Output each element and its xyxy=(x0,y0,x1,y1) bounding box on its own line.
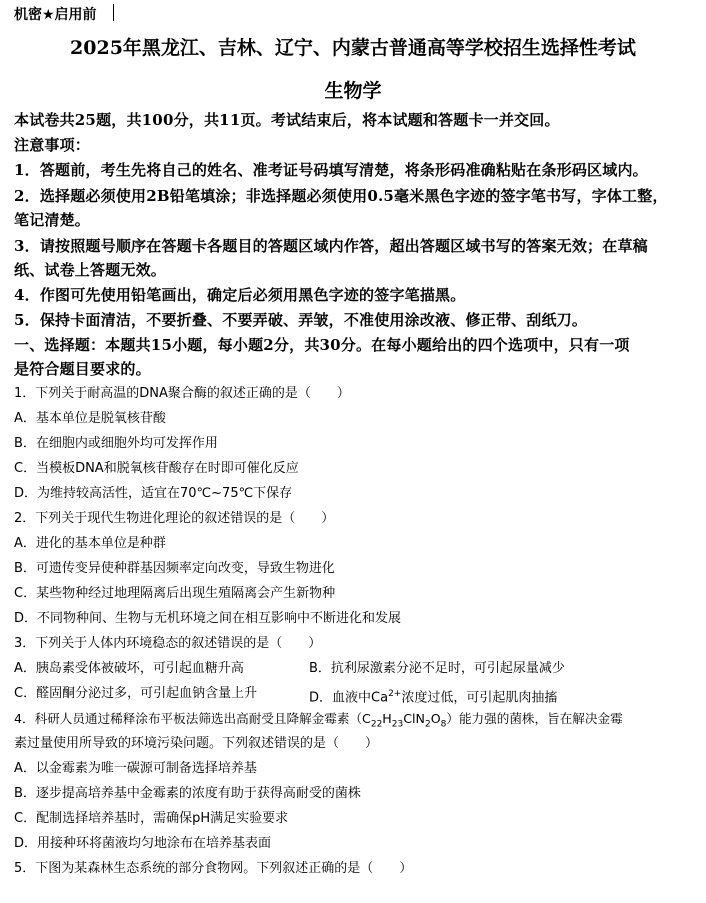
q3-option-d-text: D．血液中Ca xyxy=(309,690,389,706)
notice-item-2-cont: 笔记清楚。 xyxy=(14,211,91,229)
q3-option-b: B．抗利尿激素分泌不足时，可引起尿量减少 xyxy=(309,661,565,676)
notice-item-3: 3．请按照题号顺序在答题卡各题目的答题区域内作答，超出答题区域书写的答案无效；在草稿 xyxy=(14,237,648,255)
notice-item-2: 2．选择题必须使用2B铅笔填涂；非选择题必须使用0.5毫米黑色字迹的签字笔书写，字体工整， xyxy=(14,187,668,205)
q4-option-b: B．逐步提高培养基中金霉素的浓度有助于获得高耐受的菌株 xyxy=(14,786,361,801)
exam-title: 2025年黑龙江、吉林、辽宁、内蒙古普通高等学校招生选择性考试 xyxy=(70,37,636,59)
q3-option-a: A．胰岛素受体被破坏，可引起血糖升高 xyxy=(14,661,244,676)
notice-item-5: 5．保持卡面清洁，不要折叠、不要弄破、弄皱，不准使用涂改液、修正带、刮纸刀。 xyxy=(14,311,588,329)
secret-tag: 机密★启用前 xyxy=(14,7,97,23)
q1-option-d: D．为维持较高活性，适宜在70℃~75℃下保存 xyxy=(14,486,293,501)
q3-option-d xyxy=(309,684,557,708)
section-heading: 一、选择题：本题共15小题，每小题2分，共30分。在每小题给出的四个选项中，只有一项 xyxy=(14,336,630,354)
q1-stem: 1．下列关于耐高温的DNA聚合酶的叙述正确的是（ ） xyxy=(14,386,350,401)
q5-stem: 5．下图为某森林生态系统的部分食物网。下列叙述正确的是（ ） xyxy=(14,861,413,876)
q1-option-b: B．在细胞内或细胞外均可发挥作用 xyxy=(14,436,218,451)
exam-summary: 本试卷共25题，共100分，共11页。考试结束后，将本试题和答题卡一并交回。 xyxy=(14,111,560,129)
q3-option-c: C．醛固酮分泌过多，可引起血钠含量上升 xyxy=(14,686,258,701)
notice-heading: 注意事项： xyxy=(14,136,91,154)
subject-title: 生物学 xyxy=(324,80,382,102)
q2-option-b: B．可遗传变异使种群基因频率定向改变，导致生物进化 xyxy=(14,561,335,576)
q1-option-a: A．基本单位是脱氧核苷酸 xyxy=(14,411,166,426)
q4-option-a: A．以金霉素为唯一碳源可制备选择培养基 xyxy=(14,761,257,776)
q2-option-a: A．进化的基本单位是种群 xyxy=(14,536,166,551)
formula-text: H xyxy=(382,711,392,726)
q2-stem: 2．下列关于现代生物进化理论的叙述错误的是（ ） xyxy=(14,511,335,526)
q4-stem-text-rest: ）能力强的菌株，旨在解决金霉 xyxy=(446,711,623,726)
text-cursor xyxy=(113,4,114,21)
formula-text: ClN xyxy=(403,711,425,726)
q4-stem xyxy=(14,709,692,735)
q1-option-c: C．当模板DNA和脱氧核苷酸存在时即可催化反应 xyxy=(14,461,299,476)
q4-option-d: D．用接种环将菌液均匀地涂布在培养基表面 xyxy=(14,836,272,851)
section-heading-cont: 是符合题目要求的。 xyxy=(14,360,151,378)
q4-stem-cont: 素过量使用所导致的环境污染问题。下列叙述错误的是（ ） xyxy=(14,736,379,751)
q4-option-c: C．配制选择培养基时，需确保pH满足实验要求 xyxy=(14,811,289,826)
q3-stem: 3．下列关于人体内环境稳态的叙述错误的是（ ） xyxy=(14,636,322,651)
notice-item-1: 1．答题前，考生先将自己的姓名、准考证号码填写清楚，将条形码准确粘贴在条形码区域内。 xyxy=(14,161,648,179)
formula-sub: 23 xyxy=(391,719,404,730)
formula-sub: 22 xyxy=(370,719,383,730)
formula-sub: 8 xyxy=(440,719,447,730)
q3-option-d-text-rest: 浓度过低，可引起肌肉抽搐 xyxy=(401,690,558,706)
formula-text: O xyxy=(430,711,441,726)
notice-item-4: 4．作图可先使用铅笔画出，确定后必须用黑色字迹的签字笔描黑。 xyxy=(14,286,466,304)
q2-option-d: D．不同物种间、生物与无机环境之间在相互影响中不断进化和发展 xyxy=(14,611,402,626)
formula-sub: 2 xyxy=(424,719,431,730)
q4-stem-text: 4．科研人员通过稀释涂布平板法筛选出高耐受且降解金霉素（C xyxy=(14,711,371,726)
calcium-charge: 2+ xyxy=(388,689,402,699)
notice-item-3-cont: 纸、试卷上答题无效。 xyxy=(14,261,167,279)
q2-option-c: C．某些物种经过地理隔离后出现生殖隔离会产生新物种 xyxy=(14,586,336,601)
